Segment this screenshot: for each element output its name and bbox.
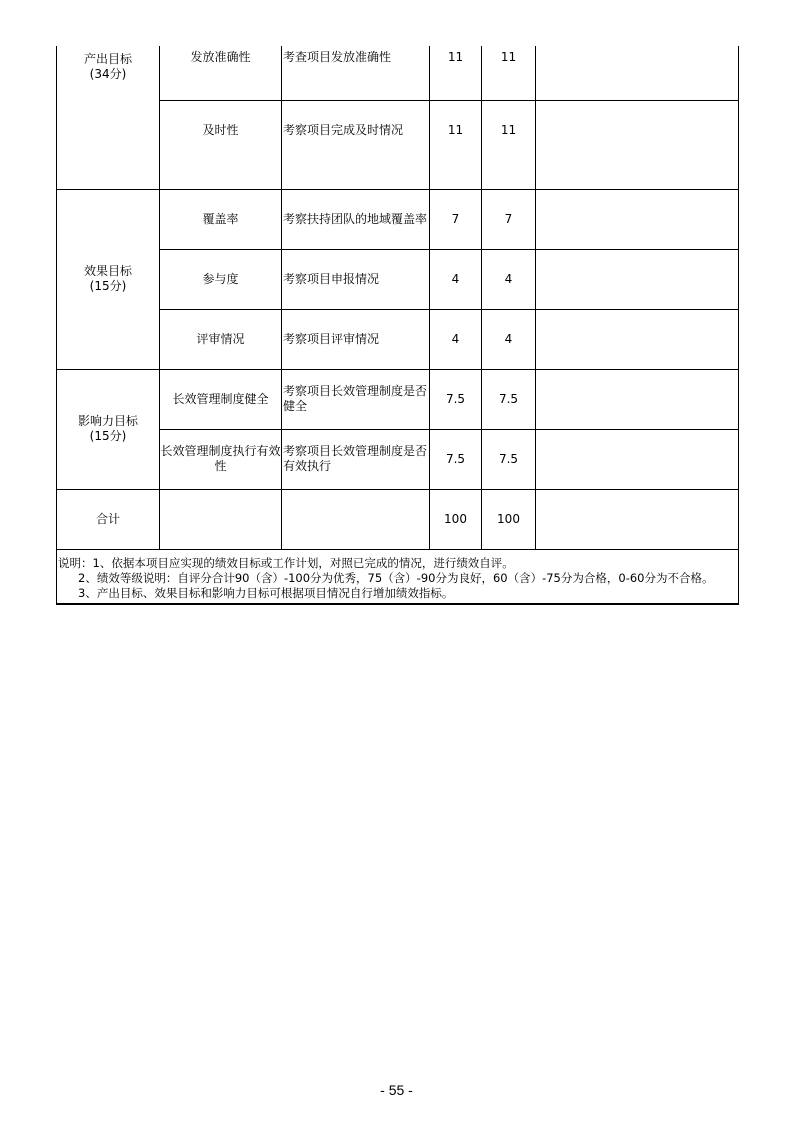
- performance-table: [56, 46, 739, 605]
- indicator-cell: 覆盖率: [160, 189, 282, 249]
- weight-cell: 11: [430, 100, 482, 189]
- total-remark-cell: [536, 489, 739, 549]
- description-cell: 考察项目长效管理制度是否健全: [282, 369, 430, 429]
- description-cell: 考察项目评审情况: [282, 309, 430, 369]
- table-row: [57, 369, 739, 429]
- remark-cell: [536, 46, 739, 100]
- category-label: 产出目标: [83, 52, 132, 66]
- table-row: [57, 429, 739, 489]
- description-cell: 考察扶持团队的地域覆盖率: [282, 189, 430, 249]
- remark-cell: [536, 100, 739, 189]
- total-score-cell: 100: [482, 489, 536, 549]
- weight-cell: 11: [430, 46, 482, 100]
- category-label: 影响力目标: [77, 414, 138, 428]
- remark-cell: [536, 309, 739, 369]
- total-row: [57, 489, 739, 549]
- notes-cell: [57, 549, 739, 604]
- category-cell-influence: [57, 369, 160, 489]
- total-label-cell: 合计: [57, 489, 160, 549]
- score-cell: 11: [482, 100, 536, 189]
- description-cell: 考察项目申报情况: [282, 249, 430, 309]
- category-score: (15分): [89, 279, 127, 293]
- total-weight-cell: 100: [430, 489, 482, 549]
- indicator-cell: 长效管理制度执行有效性: [160, 429, 282, 489]
- score-cell: 4: [482, 249, 536, 309]
- weight-cell: 7.5: [430, 429, 482, 489]
- table-row: [57, 100, 739, 189]
- score-cell: 7.5: [482, 429, 536, 489]
- category-score: (15分): [89, 429, 127, 443]
- score-cell: 7.5: [482, 369, 536, 429]
- score-cell: 11: [482, 46, 536, 100]
- category-cell-effect: [57, 189, 160, 369]
- note-line-3: 3、产出目标、效果目标和影响力目标可根据项目情况自行增加绩效指标。: [78, 585, 454, 600]
- category-score: (34分): [89, 67, 127, 81]
- score-cell: 7: [482, 189, 536, 249]
- table-row: [57, 249, 739, 309]
- category-cell-output: [57, 46, 160, 189]
- indicator-cell: 参与度: [160, 249, 282, 309]
- weight-cell: 4: [430, 249, 482, 309]
- remark-cell: [536, 249, 739, 309]
- remark-cell: [536, 429, 739, 489]
- remark-cell: [536, 369, 739, 429]
- weight-cell: 4: [430, 309, 482, 369]
- page-number: - 55 -: [380, 1082, 413, 1098]
- description-cell: 考察项目完成及时情况: [282, 100, 430, 189]
- table-row: [57, 46, 739, 100]
- description-cell: 考查项目发放准确性: [282, 46, 430, 100]
- indicator-cell: 发放准确性: [160, 46, 282, 100]
- weight-cell: 7.5: [430, 369, 482, 429]
- indicator-cell: 长效管理制度健全: [160, 369, 282, 429]
- total-indicator-cell: [160, 489, 282, 549]
- table-row: [57, 309, 739, 369]
- description-cell: 考察项目长效管理制度是否有效执行: [282, 429, 430, 489]
- note-line-2: 2、绩效等级说明：自评分合计90（含）-100分为优秀，75（含）-90分为良好，60（含）-75分为合格，0-60分为不合格。: [78, 570, 714, 585]
- score-cell: 4: [482, 309, 536, 369]
- table-row: [57, 189, 739, 249]
- indicator-cell: 评审情况: [160, 309, 282, 369]
- notes-row: [57, 549, 739, 604]
- category-label: 效果目标: [83, 264, 132, 278]
- indicator-cell: 及时性: [160, 100, 282, 189]
- remark-cell: [536, 189, 739, 249]
- weight-cell: 7: [430, 189, 482, 249]
- total-description-cell: [282, 489, 430, 549]
- note-line-1: 说明：1、依据本项目应实现的绩效目标或工作计划，对照已完成的情况，进行绩效自评。: [58, 555, 514, 570]
